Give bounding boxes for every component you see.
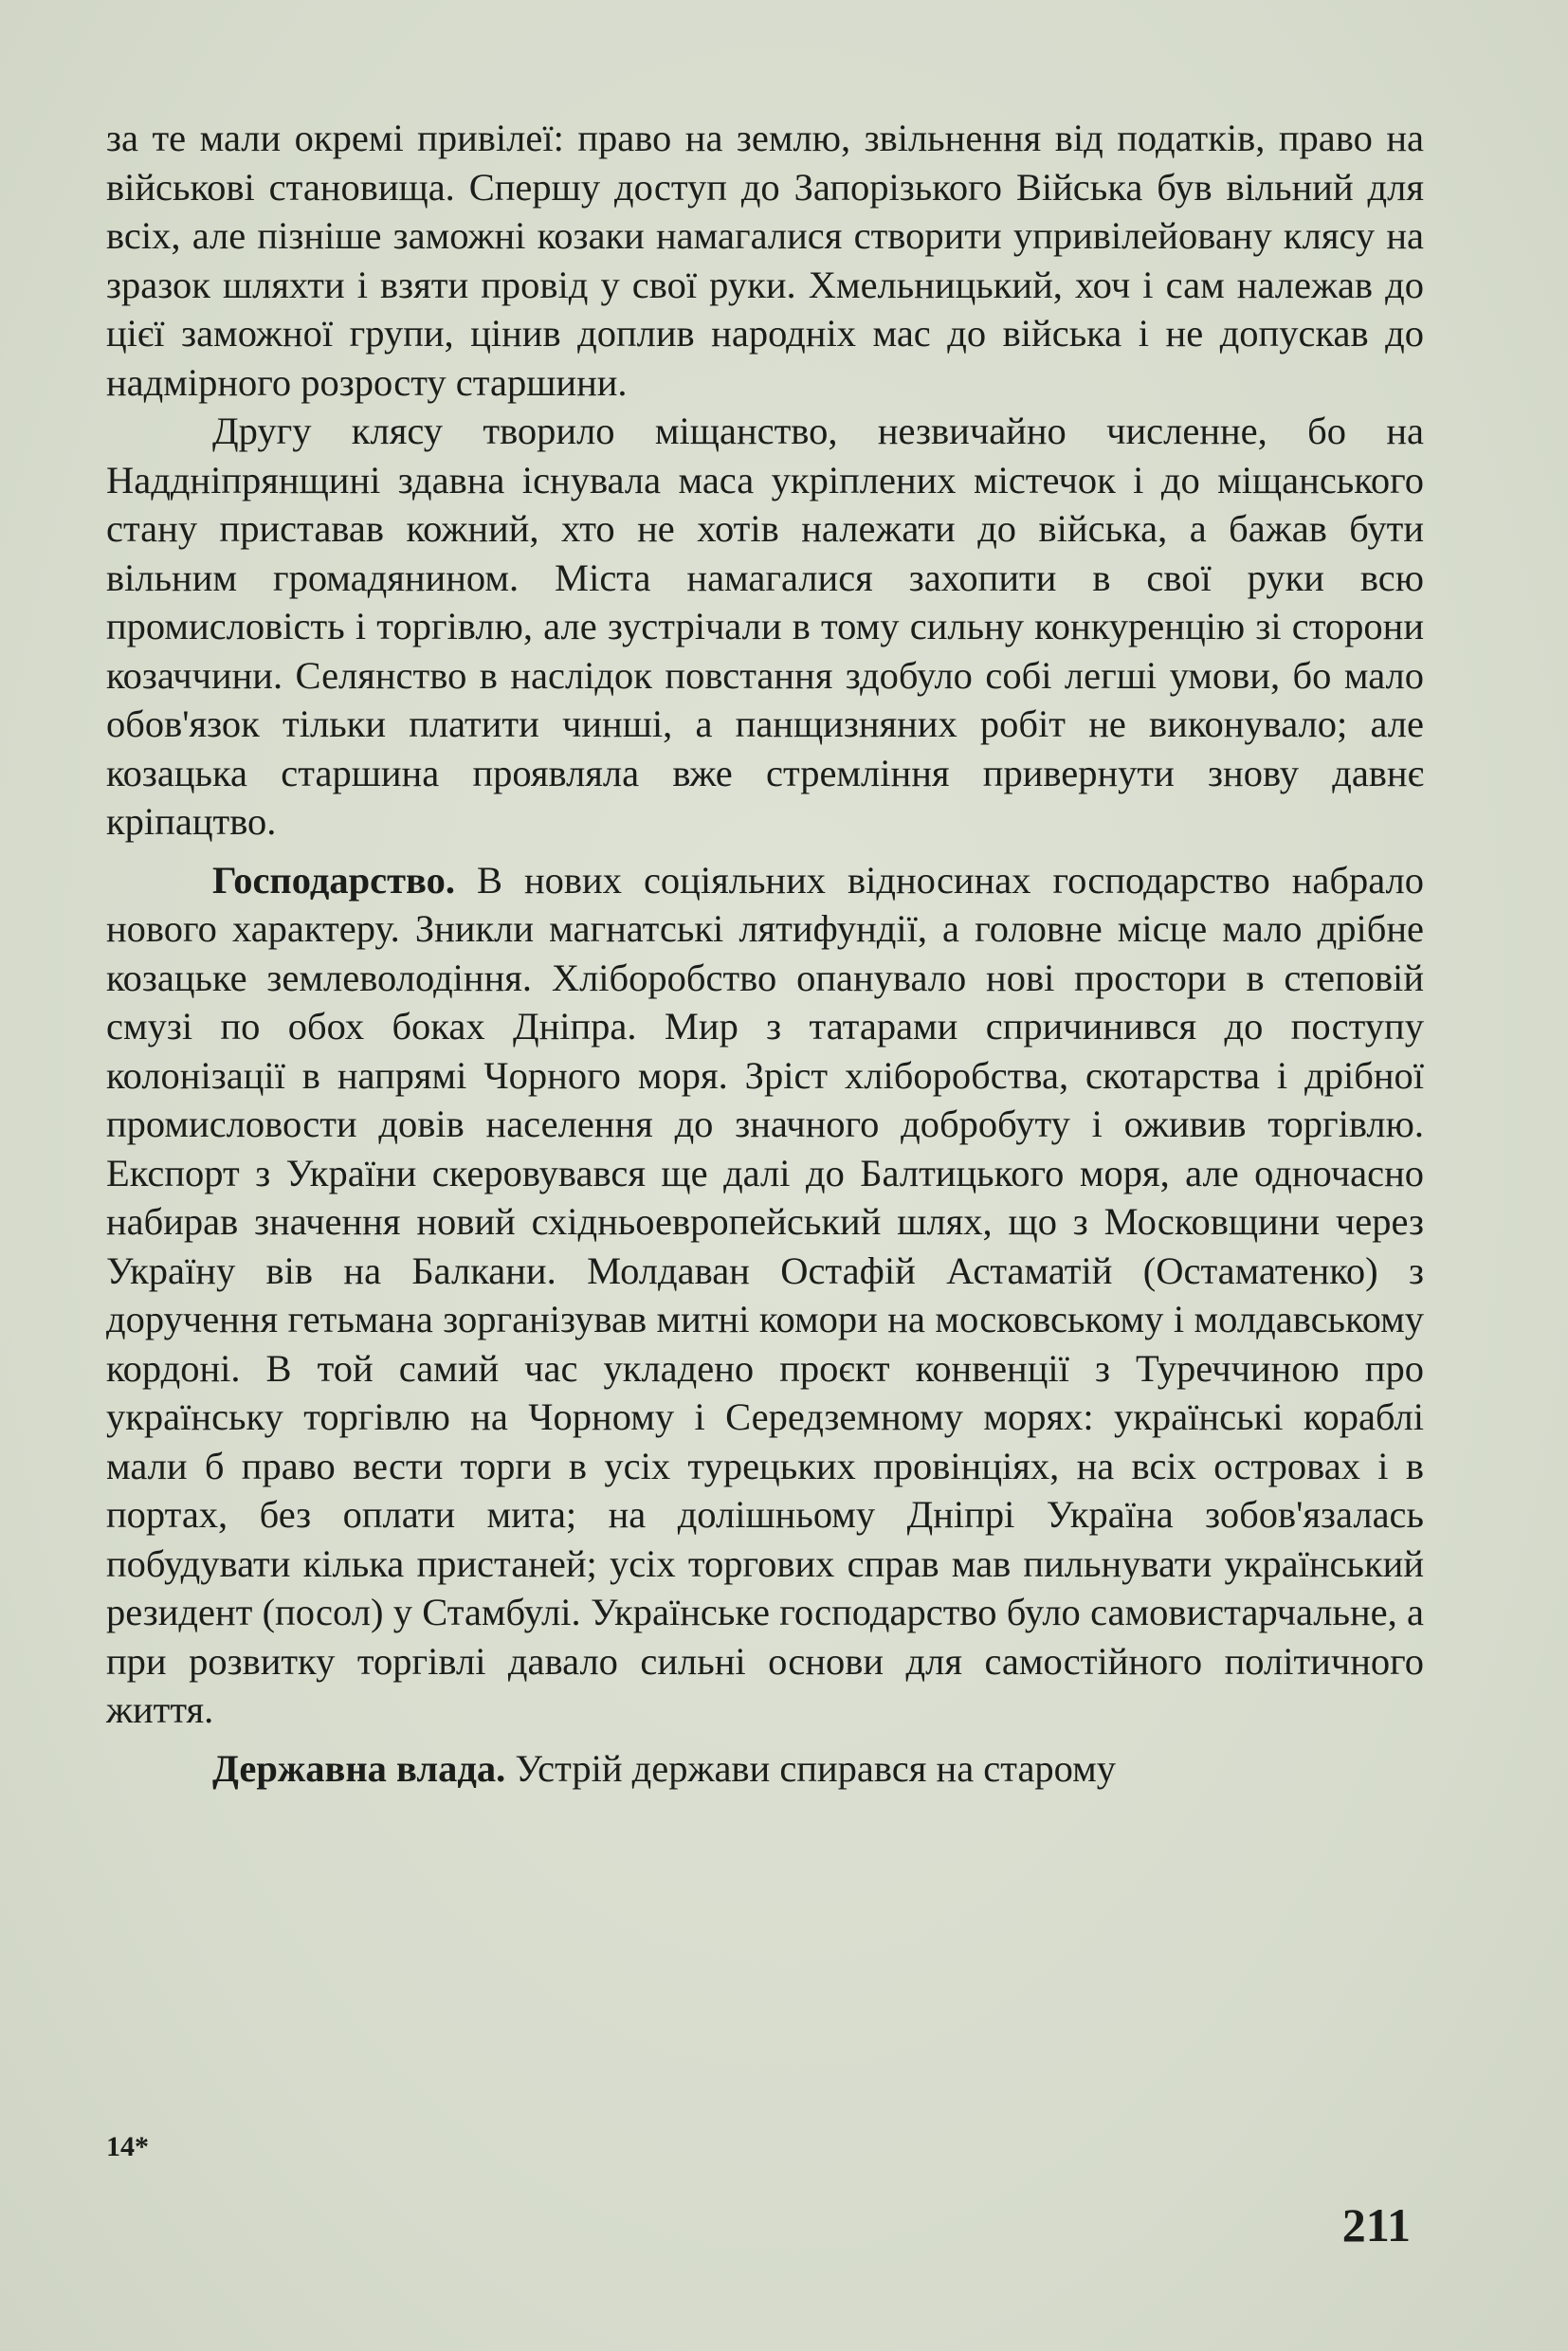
paragraph-text: Другу клясу творило міщанство, незвичайно численне, бо на Наддніпрянщині здавна існувала маса укріплених містечок і до міщанського стану приставав кожний, хто не хотів належати до війська, а бажав бути вільним громадянином. Міста намагалися захопити в свої руки всю промисловість і торгівлю, але зустрічали в тому сильну конкуренцію зі сторони козаччини. Селянство в наслідок повстання здобуло собі легші умови, бо мало обов'язок тільки платити чинші, а панщизняних робіт не виконувало; але козацька старшина проявляла вже стремління привернути знову давнє кріпацтво. bbox=[106, 410, 1424, 843]
paragraph-state-power bbox=[106, 1744, 1424, 1794]
paragraph-economy bbox=[106, 856, 1424, 1735]
paragraph-text: за те мали окремі привілеї: право на землю, звільнення від податків, право на військові становища. Спершу доступ до Запорізького Війська був вільний для всіх, але пізніше заможні козаки намагалися створити упривілейовану клясу на зразок шляхти і взяти провід у свої руки. Хмельницький, хоч і сам належав до цієї заможної групи, цінив доплив народніх мас до війська і не допускав до надмірного розросту старшини. bbox=[106, 117, 1424, 404]
section-heading-economy: Господарство. bbox=[212, 858, 455, 902]
paragraph-privileges bbox=[106, 114, 1424, 407]
body-text bbox=[106, 114, 1424, 1793]
page-number: 211 bbox=[1341, 2198, 1411, 2251]
section-heading-state-power: Державна влада. bbox=[212, 1746, 506, 1790]
paragraph-text: Устрій держави спирався на старому bbox=[505, 1746, 1117, 1790]
printer-signature-mark: 14* bbox=[106, 2131, 149, 2162]
paragraph-text: В нових соціяльних відносинах господарство набрало нового характеру. Зникли магнатські лятифундії, а головне місце мало дрібне козацьке землеволодіння. Хліборобство опанувало нові простори в степовій смузі по обох боках Дніпра. Мир з татарами спричинився до поступу колонізації в напрямі Чорного моря. Зріст хліборобства, скотарства і дрібної промисловости довів населення до значного добробуту і оживив торгівлю. Експорт з України скеровувався ще далі до Балтицького моря, але одночасно набирав значення новий східньоевропейський шлях, що з Московщини через Україну вів на Балкани. Молдаван Остафій Астаматій (Остаматенко) з доручення гетьмана зорганізував митні комори на московському і молдавському кордоні. В той самий час укладено проєкт конвенції з Туреччиною про українську торгівлю на Чорному і Середземному морях: українські кораблі мали б право вести торги в усіх турецьких провінціях, на всіх островах і в портах, без оплати мита; на долішньому Дніпрі Україна зобов'язалась побудувати кілька пристаней; усіх торгових справ мав пильнувати український резидент (посол) у Стамбулі. Українське господарство було самовистарчальне, а при розвитку торгівлі давало сильні основи для самостійного політичного життя. bbox=[106, 858, 1424, 1731]
paragraph-townsfolk bbox=[106, 407, 1424, 847]
